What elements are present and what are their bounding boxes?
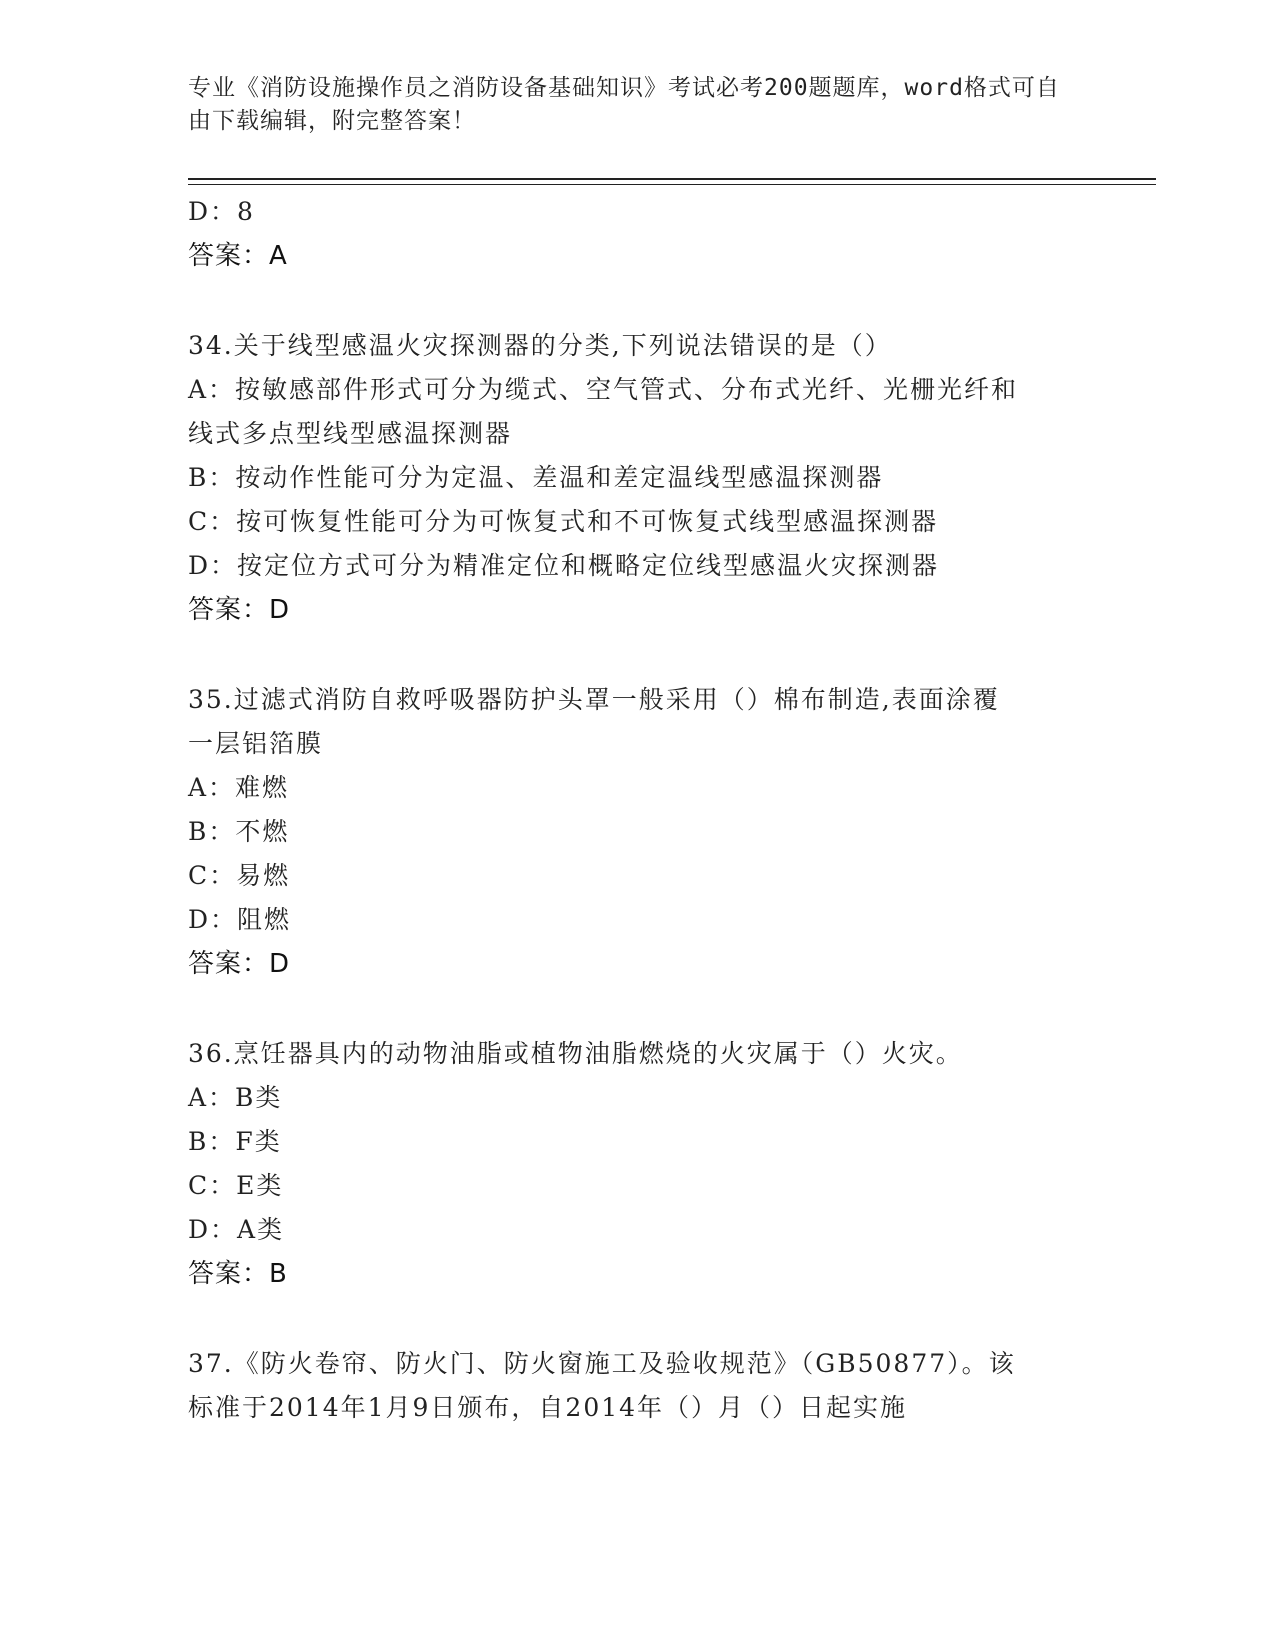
q34-option-a-line-2: 线式多点型线型感温探测器	[188, 419, 513, 448]
header-rule-thin	[188, 184, 1156, 185]
q36-option-d: D：A类	[188, 1215, 285, 1244]
q34-option-b: B：按动作性能可分为定温、差温和差定温线型感温探测器	[188, 463, 884, 492]
q34-answer: 答案：D	[188, 595, 291, 625]
q34-option-d: D：按定位方式可分为精准定位和概略定位线型感温火灾探测器	[188, 551, 940, 580]
prev-answer: 答案：A	[188, 241, 288, 271]
prev-option-d: D：8	[188, 197, 255, 226]
q35-option-b: B：不燃	[188, 817, 290, 846]
q35-option-c: C：易燃	[188, 861, 291, 890]
q34-stem-line-1: 34.关于线型感温火灾探测器的分类,下列说法错误的是（）	[188, 331, 892, 360]
q36-answer: 答案：B	[188, 1259, 288, 1289]
q35-stem-line-2: 一层铝箔膜	[188, 729, 324, 758]
q36-stem-line-1: 36.烹饪器具内的动物油脂或植物油脂燃烧的火灾属于（）火灾。	[188, 1039, 963, 1068]
q35-stem-line-1: 35.过滤式消防自救呼吸器防护头罩一般采用（）棉布制造,表面涂覆	[188, 685, 1000, 714]
q35-answer: 答案：D	[188, 949, 291, 979]
q34-option-c: C：按可恢复性能可分为可恢复式和不可恢复式线型感温探测器	[188, 507, 939, 536]
q37-stem-line-1: 37.《防火卷帘、防火门、防火窗施工及验收规范》（GB50877）。该	[188, 1349, 1016, 1378]
q35-option-a: A：难燃	[188, 773, 290, 802]
q35-option-d: D：阻燃	[188, 905, 292, 934]
q34-option-a-line-1: A：按敏感部件形式可分为缆式、空气管式、分布式光纤、光栅光纤和	[188, 375, 1019, 404]
header-rule-thick	[188, 178, 1156, 180]
q36-option-c: C：E类	[188, 1171, 284, 1200]
q36-option-b: B：F类	[188, 1127, 282, 1156]
q36-option-a: A：B类	[188, 1083, 283, 1112]
document-header: 专业《消防设施操作员之消防设备基础知识》考试必考200题题库，word格式可自由下载编辑，附完整答案！	[188, 75, 1060, 134]
q37-stem-line-2: 标准于2014年1月9日颁布，自2014年（）月（）日起实施	[188, 1393, 908, 1422]
